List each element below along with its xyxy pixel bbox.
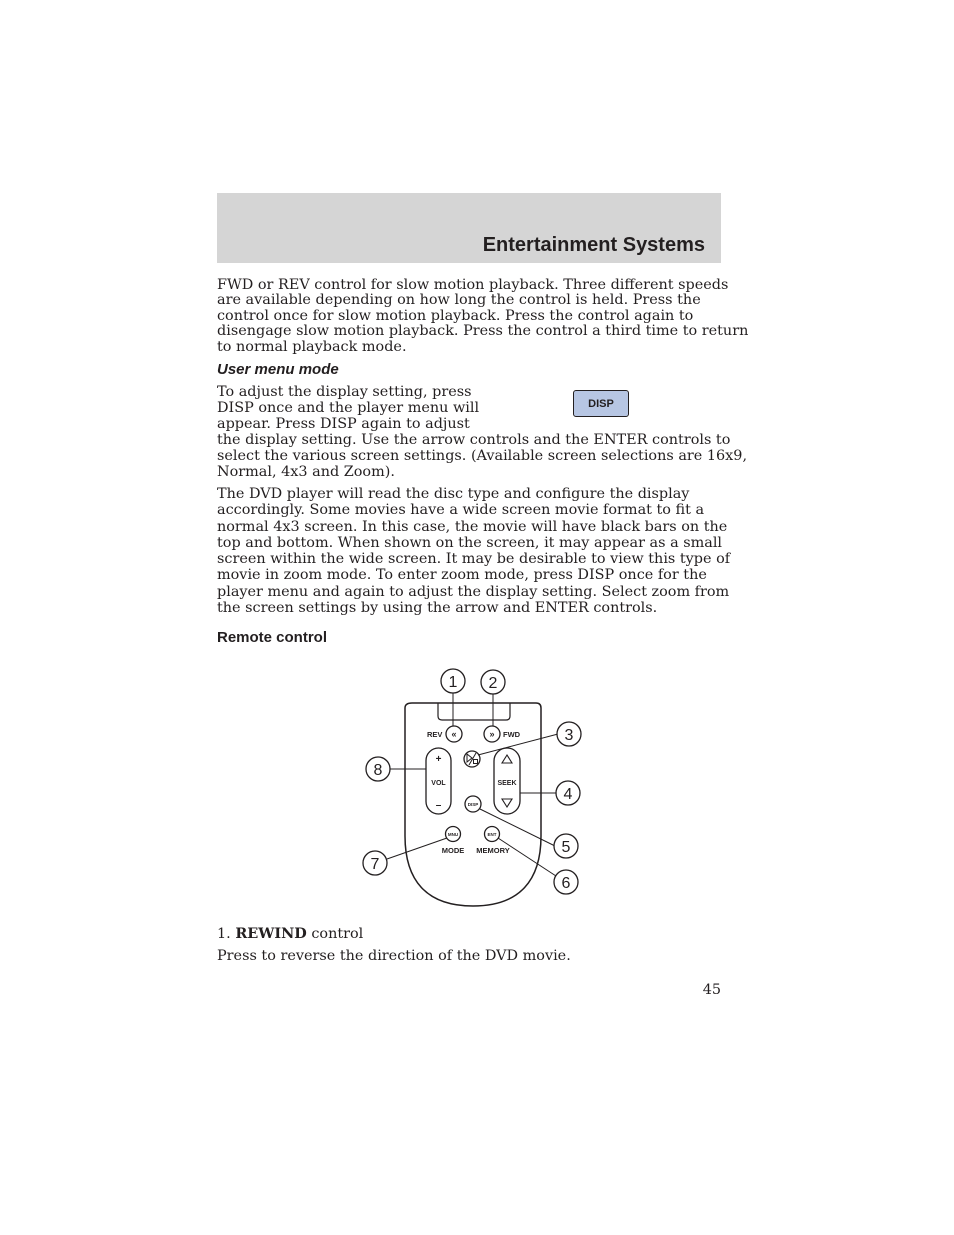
user-menu-paragraph xyxy=(217,384,748,480)
text-line: select the various screen settings. (Available screen selections are 16x9, xyxy=(217,447,748,464)
item-number: 1. xyxy=(217,926,231,942)
callout-1: 1 xyxy=(448,674,458,691)
text-line: player menu and again to adjust the display setting. Select zoom from xyxy=(217,583,730,600)
text-line: To adjust the display setting, press xyxy=(217,384,472,400)
callout-3: 3 xyxy=(564,727,574,744)
item-1-title xyxy=(217,926,363,942)
callout-5: 5 xyxy=(561,839,571,856)
text-line: Normal, 4x3 and Zoom). xyxy=(217,463,395,480)
callout-7: 7 xyxy=(370,856,380,873)
text-line: appear. Press DISP again to adjust xyxy=(217,416,470,432)
remote-control-heading: Remote control xyxy=(217,629,328,646)
text-line: FWD or REV control for slow motion playback. Three different speeds xyxy=(217,277,729,293)
mode-label: MODE xyxy=(441,846,465,855)
text-line: control once for slow motion playback. Press the control again to xyxy=(217,307,694,324)
text-line: screen within the wide screen. It may be desirable to view this type of xyxy=(217,551,731,568)
enter-button-label: ENT xyxy=(487,832,497,837)
memory-label: MEMORY xyxy=(476,846,510,855)
text-line: normal 4x3 screen. In this case, the movie will have black bars on the xyxy=(217,518,728,535)
user-menu-heading: User menu mode xyxy=(217,361,339,378)
fwd-label: FWD xyxy=(503,730,521,739)
text-line: DISP once and the player menu will xyxy=(217,400,480,416)
dvd-paragraph xyxy=(217,486,731,617)
callout-6: 6 xyxy=(561,875,571,892)
intro-paragraph xyxy=(217,277,749,355)
text-line: are available depending on how long the control is held. Press the xyxy=(217,292,701,309)
disp-button-illustration: DISP xyxy=(573,390,629,417)
rev-label: REV xyxy=(427,730,443,739)
item-1-description: Press to reverse the direction of the DVD movie. xyxy=(217,948,571,964)
seek-label: SEEK xyxy=(497,780,517,787)
item-suffix: control xyxy=(311,926,364,942)
rewind-icon: « xyxy=(451,729,457,739)
text-line: movie in zoom mode. To enter zoom mode, press DISP once for the xyxy=(217,567,707,584)
volume-plus-label: + xyxy=(435,754,442,765)
text-line: top and bottom. When shown on the screen, it may appear as a small xyxy=(217,534,723,551)
callout-8: 8 xyxy=(373,762,383,779)
volume-label: VOL xyxy=(431,780,446,787)
text-line: to normal playback mode. xyxy=(217,338,407,355)
header-band xyxy=(217,193,721,263)
menu-button-label: MNU xyxy=(447,832,459,837)
callout-2: 2 xyxy=(488,675,498,692)
text-line: the screen settings by using the arrow and ENTER controls. xyxy=(217,600,658,617)
remote-control-diagram xyxy=(358,664,598,914)
callout-4: 4 xyxy=(563,786,573,803)
text-line: the display setting. Use the arrow controls and the ENTER controls to xyxy=(217,431,731,448)
section-title: Entertainment Systems xyxy=(482,234,705,256)
fast-forward-icon: » xyxy=(489,729,495,739)
volume-minus-label: – xyxy=(435,800,442,811)
text-line: The DVD player will read the disc type and configure the display xyxy=(217,486,690,502)
item-name: REWIND xyxy=(235,925,307,942)
disp-button-label: DISP xyxy=(467,802,479,807)
text-line: accordingly. Some movies have a wide screen movie format to fit a xyxy=(217,502,705,519)
text-line: disengage slow motion playback. Press the control a third time to return xyxy=(217,323,749,340)
page-number: 45 xyxy=(702,982,721,998)
